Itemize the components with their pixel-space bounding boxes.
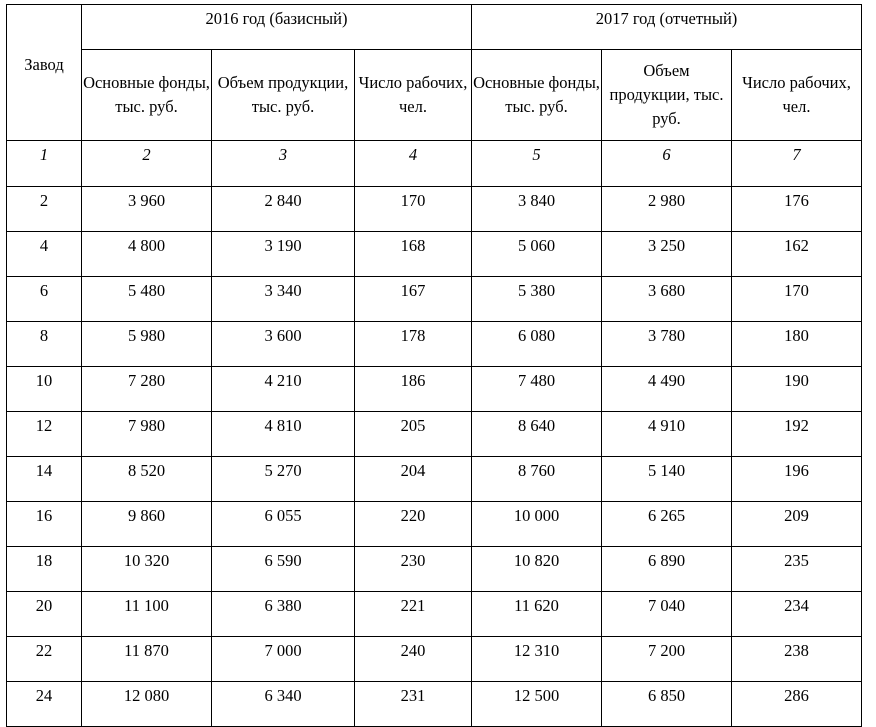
table-cell: 192	[732, 412, 862, 457]
table-cell: 6 380	[212, 592, 355, 637]
table-cell: 8 760	[472, 457, 602, 502]
cell-zavod: 4	[7, 232, 82, 277]
header-group-2016: 2016 год (базисный)	[82, 5, 472, 50]
table-cell: 12 310	[472, 637, 602, 682]
table-cell: 9 860	[82, 502, 212, 547]
table-cell: 204	[355, 457, 472, 502]
table-cell: 5 480	[82, 277, 212, 322]
column-number: 2	[82, 141, 212, 187]
table-cell: 10 320	[82, 547, 212, 592]
table-cell: 286	[732, 682, 862, 727]
cell-zavod: 2	[7, 187, 82, 232]
table-cell: 7 000	[212, 637, 355, 682]
table-cell: 240	[355, 637, 472, 682]
table-cell: 196	[732, 457, 862, 502]
table-row	[7, 187, 862, 232]
table-cell: 6 055	[212, 502, 355, 547]
table-cell: 3 840	[472, 187, 602, 232]
table-cell: 4 490	[602, 367, 732, 412]
table-row	[7, 502, 862, 547]
table-cell: 220	[355, 502, 472, 547]
header-output-2016: Объем продукции, тыс. руб.	[212, 50, 355, 141]
table-cell: 12 080	[82, 682, 212, 727]
table-cell: 4 210	[212, 367, 355, 412]
table-row	[7, 277, 862, 322]
table-cell: 3 600	[212, 322, 355, 367]
cell-zavod: 10	[7, 367, 82, 412]
cell-zavod: 22	[7, 637, 82, 682]
table-cell: 10 000	[472, 502, 602, 547]
header-zavod: Завод	[7, 5, 82, 141]
table-cell: 6 340	[212, 682, 355, 727]
table-cell: 11 100	[82, 592, 212, 637]
table-cell: 4 910	[602, 412, 732, 457]
header-output-2017: Объем продукции, тыс. руб.	[602, 50, 732, 141]
table-cell: 205	[355, 412, 472, 457]
table-cell: 6 265	[602, 502, 732, 547]
table-cell: 231	[355, 682, 472, 727]
table-cell: 234	[732, 592, 862, 637]
table-cell: 8 520	[82, 457, 212, 502]
table-cell: 6 080	[472, 322, 602, 367]
table-cell: 5 980	[82, 322, 212, 367]
table-cell: 170	[732, 277, 862, 322]
header-workers-2016: Число рабочих, чел.	[355, 50, 472, 141]
cell-zavod: 18	[7, 547, 82, 592]
table-cell: 186	[355, 367, 472, 412]
table-cell: 178	[355, 322, 472, 367]
table-cell: 6 850	[602, 682, 732, 727]
column-number: 4	[355, 141, 472, 187]
table-cell: 3 250	[602, 232, 732, 277]
cell-zavod: 24	[7, 682, 82, 727]
table-cell: 4 810	[212, 412, 355, 457]
cell-zavod: 8	[7, 322, 82, 367]
table-cell: 6 890	[602, 547, 732, 592]
table-row	[7, 367, 862, 412]
table-cell: 3 190	[212, 232, 355, 277]
header-row-subcolumns	[7, 50, 862, 141]
table-cell: 7 480	[472, 367, 602, 412]
table-cell: 7 980	[82, 412, 212, 457]
table-row	[7, 637, 862, 682]
table-row	[7, 547, 862, 592]
cell-zavod: 6	[7, 277, 82, 322]
table-cell: 10 820	[472, 547, 602, 592]
table-cell: 7 200	[602, 637, 732, 682]
cell-zavod: 16	[7, 502, 82, 547]
table-row	[7, 412, 862, 457]
header-funds-2017: Основные фонды, тыс. руб.	[472, 50, 602, 141]
data-table	[6, 4, 862, 727]
table-cell: 7 280	[82, 367, 212, 412]
table-cell: 170	[355, 187, 472, 232]
column-number: 6	[602, 141, 732, 187]
table-cell: 5 270	[212, 457, 355, 502]
table-row	[7, 322, 862, 367]
table-cell: 221	[355, 592, 472, 637]
column-number: 7	[732, 141, 862, 187]
table-cell: 230	[355, 547, 472, 592]
header-row-column-numbers	[7, 141, 862, 187]
table-cell: 235	[732, 547, 862, 592]
table-cell: 6 590	[212, 547, 355, 592]
table-row	[7, 592, 862, 637]
cell-zavod: 20	[7, 592, 82, 637]
table-cell: 180	[732, 322, 862, 367]
table-cell: 176	[732, 187, 862, 232]
column-number: 3	[212, 141, 355, 187]
table-cell: 5 140	[602, 457, 732, 502]
table-row	[7, 232, 862, 277]
table-cell: 5 380	[472, 277, 602, 322]
table-cell: 2 840	[212, 187, 355, 232]
header-group-2017: 2017 год (отчетный)	[472, 5, 862, 50]
table-cell: 7 040	[602, 592, 732, 637]
table-cell: 4 800	[82, 232, 212, 277]
table-cell: 3 780	[602, 322, 732, 367]
column-number: 5	[472, 141, 602, 187]
table-cell: 209	[732, 502, 862, 547]
table-row	[7, 457, 862, 502]
table-cell: 11 870	[82, 637, 212, 682]
table-cell: 3 680	[602, 277, 732, 322]
table-cell: 3 340	[212, 277, 355, 322]
table-cell: 238	[732, 637, 862, 682]
header-funds-2016: Основные фонды, тыс. руб.	[82, 50, 212, 141]
table-cell: 8 640	[472, 412, 602, 457]
table-cell: 2 980	[602, 187, 732, 232]
table-cell: 11 620	[472, 592, 602, 637]
header-row-groups	[7, 5, 862, 50]
table-cell: 162	[732, 232, 862, 277]
table-cell: 5 060	[472, 232, 602, 277]
cell-zavod: 14	[7, 457, 82, 502]
table-row	[7, 682, 862, 727]
column-number: 1	[7, 141, 82, 187]
table-cell: 168	[355, 232, 472, 277]
table-cell: 3 960	[82, 187, 212, 232]
table-cell: 167	[355, 277, 472, 322]
cell-zavod: 12	[7, 412, 82, 457]
table-cell: 12 500	[472, 682, 602, 727]
header-workers-2017: Число рабочих, чел.	[732, 50, 862, 141]
table-cell: 190	[732, 367, 862, 412]
